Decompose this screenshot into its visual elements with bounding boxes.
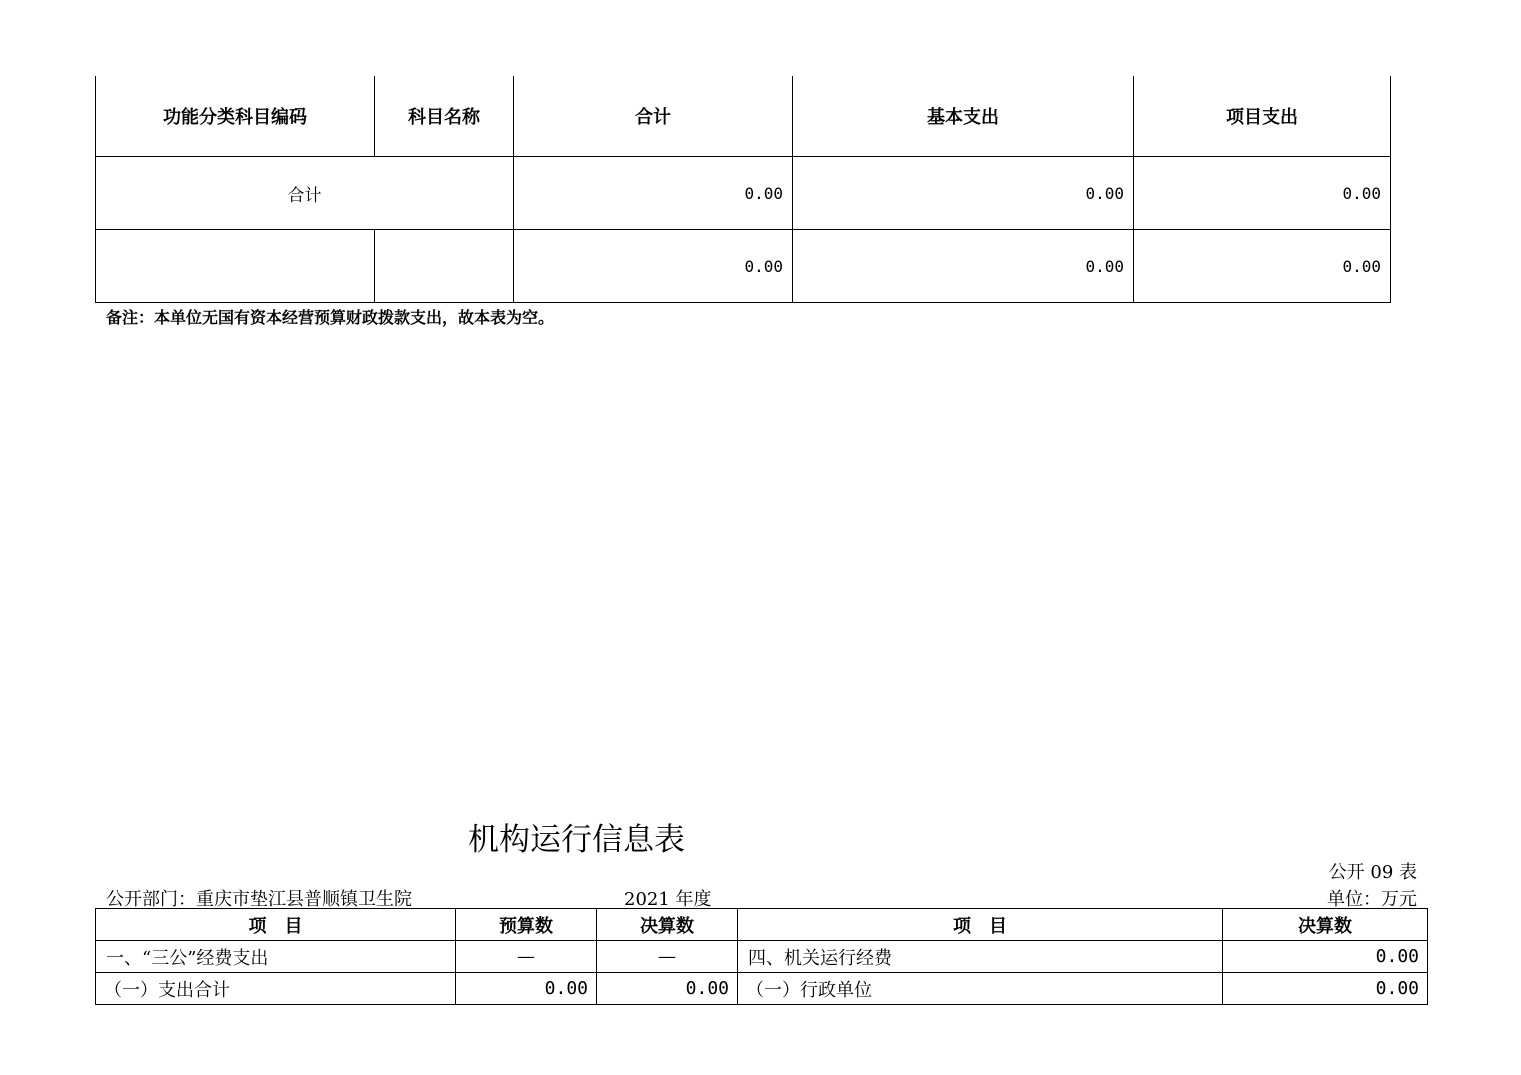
page-title: 机构运行信息表 [468,822,685,858]
total-label: 合计 [96,157,514,230]
item-label-2: 四、机关运行经费 [738,941,1223,973]
row-name [375,230,514,303]
expenditure-table [95,76,1391,303]
header-code: 功能分类科目编码 [96,76,375,157]
budget-value: — [456,941,597,973]
table-row [96,230,1391,303]
header-total: 合计 [514,76,793,157]
table-header-row [96,76,1391,157]
year-label: 2021 年度 [624,889,712,910]
final-value-2: 0.00 [1223,973,1428,1005]
header-final: 决算数 [597,909,738,941]
header-basic: 基本支出 [793,76,1134,157]
item-label: （一）支出合计 [96,973,456,1005]
item-label: 一、“三公”经费支出 [96,941,456,973]
table-note: 备注：本单位无国有资本经营预算财政拨款支出，故本表为空。 [106,308,555,327]
row-basic: 0.00 [793,230,1134,303]
total-row [96,157,1391,230]
header-final-2: 决算数 [1223,909,1428,941]
table-number: 公开 09 表 [1328,862,1417,883]
unit-label: 单位：万元 [1327,889,1417,910]
row-sum: 0.00 [514,230,793,303]
row-project: 0.00 [1134,230,1391,303]
header-project: 项目支出 [1134,76,1391,157]
header-name: 科目名称 [375,76,514,157]
header-item-2: 项 目 [738,909,1223,941]
total-basic: 0.00 [793,157,1134,230]
table-row [96,941,1428,973]
department-label: 公开部门：重庆市垫江县普顺镇卫生院 [106,889,412,910]
final-value: 0.00 [597,973,738,1005]
final-value-2: 0.00 [1223,941,1428,973]
item-label-2: （一）行政单位 [738,973,1223,1005]
row-code [96,230,375,303]
total-sum: 0.00 [514,157,793,230]
table-header-row [96,909,1428,941]
operation-info-table [95,908,1428,1005]
table-row [96,973,1428,1005]
header-item: 项 目 [96,909,456,941]
budget-value: 0.00 [456,973,597,1005]
final-value: — [597,941,738,973]
total-project: 0.00 [1134,157,1391,230]
header-budget: 预算数 [456,909,597,941]
